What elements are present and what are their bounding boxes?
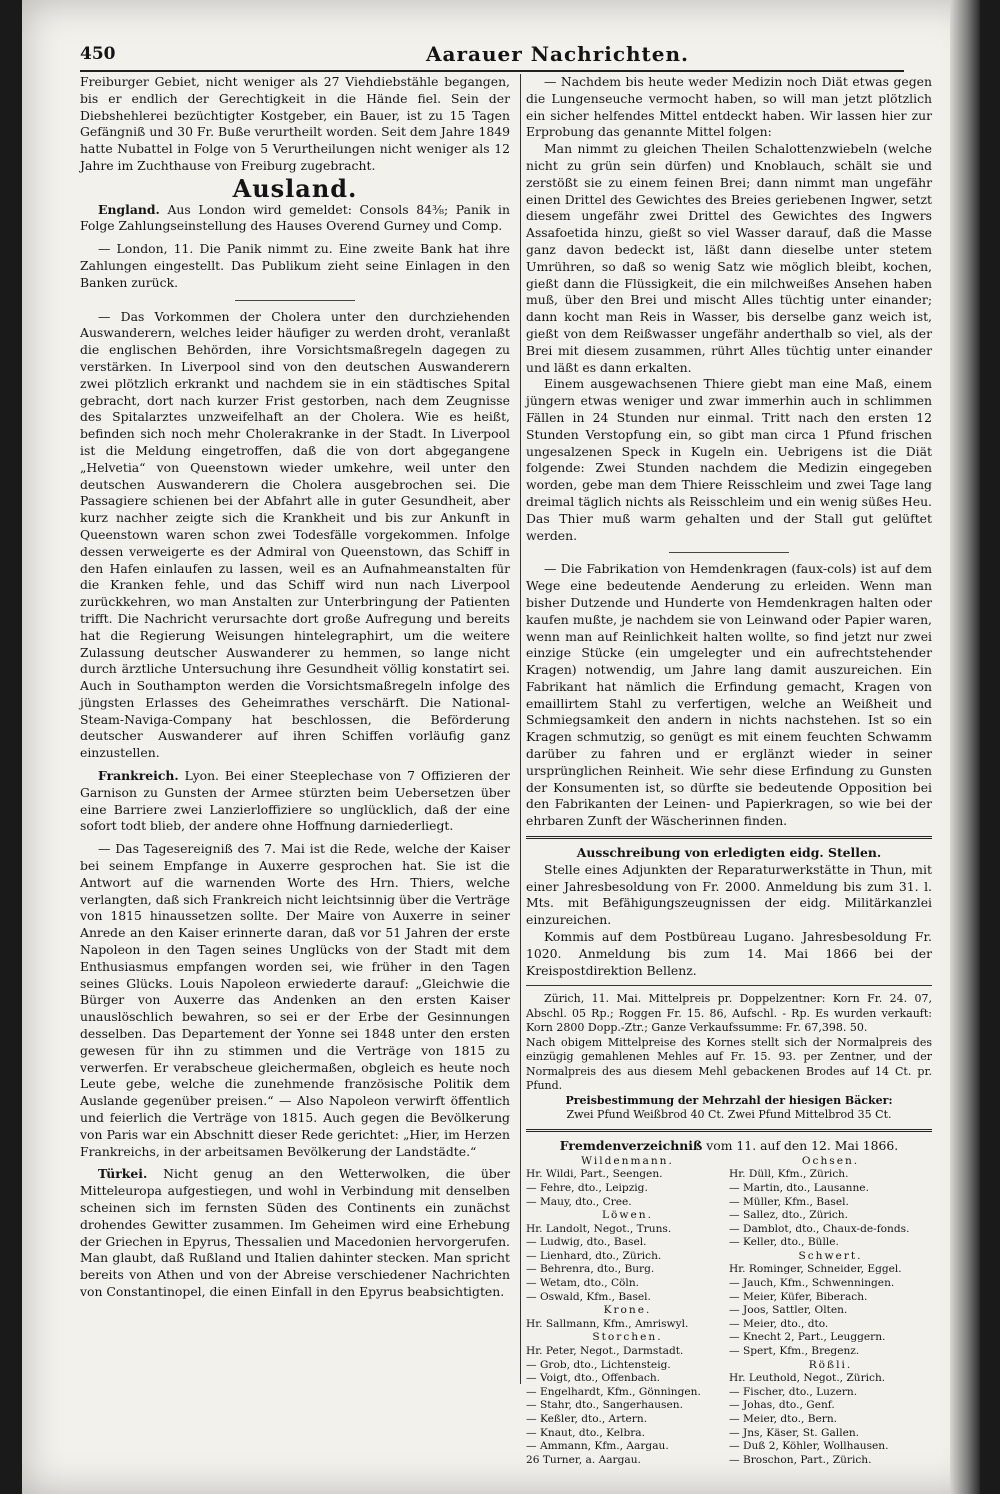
article-cure-dose: Einem ausgewachsenen Thiere giebt man eine Maß, einem jüngern etwas weniger und zwar immerhin auch in schlimmen Fällen in 24 Stunden nur einmal. Tritt nach den ersten 12 Stunden Verstopfung ein, so gibt man circa 1 Pfund frischen ungesalzenen Speck in Kugeln ein. Uebrigens ist die Diät folgende: Zwei Stunden nachdem die Medizin eingegeben worden, gebe man dem Thiere Reisschleim und zwei Tage lang dreimal täglich nichts als Reisschleim und ein wenig süßes Heu. Das Thier muß warm gehalten und der Stall gut gelüftet werden. (526, 376, 932, 543)
page-number: 450 (80, 44, 116, 64)
page-binding (950, 0, 980, 1494)
header-rule (80, 70, 904, 72)
section-rule (526, 1129, 932, 1132)
guest-entry: Hr. Leuthold, Negot., Zürich. (729, 1372, 886, 1385)
guest-entry: — Voigt, dto., Offenbach. (526, 1372, 661, 1385)
guest-entry: — Jns, Käser, St. Gallen. (729, 1426, 860, 1439)
guest-entry: — Behrenra, dto., Burg. (526, 1263, 655, 1276)
inn-name: Rößli. (808, 1358, 853, 1371)
country-label-england: England. (98, 201, 160, 217)
article-collars: — Die Fabrikation von Hemdenkragen (faux-cols) ist auf dem Wege eine bedeutende Aenderung zu erleiden. Wenn man bisher Dutzende und Hunderte von Hemdenkragen halten oder kaufen mußte, je nachdem sie von Leinwand oder Papier waren, wenn man auf Reinlichkeit halten wollte, so find jetzt nur zwei einzige Stücke (ein umgelegter und ein aufrechtstehender Kragen) notwendig, um Jahre lang damit auszureichen. Ein Fabrikant hat nämlich die Erfindung gemacht, Kragen von emaillirtem Stahl zu verfertigen, welche an Weißheit und Schmiegsamkeit den andern in nichts nachstehen. Ist so ein Kragen schmutzig, so genügt es mit einem feuchten Schwamm darüber zu fahren und er erglänzt wieder in seiner ursprünglichen Reinheit. Wie sehr diese Erfindung zu Gunsten der Konsumenten ist, so dürfte sie bedeutende Opposition bei den Fabrikanten der Leinen- und Papierkragen, so wie bei der ehrbaren Zunft der Wäscherinnen finden. (526, 561, 932, 829)
inn-name: Löwen. (602, 1209, 653, 1222)
newspaper-page (22, 0, 980, 1494)
inn-name: Krone. (603, 1304, 652, 1317)
guest-entry: — Fischer, dto., Luzern. (729, 1385, 858, 1398)
guest-entry: — Joos, Sattler, Olten. (729, 1304, 848, 1317)
guest-entry: 26 Turner, a. Aargau. (526, 1453, 641, 1466)
guest-entry: — Engelhardt, Kfm., Gönningen. (526, 1385, 701, 1398)
article-france-text: Lyon. Bei einer Steeplechase von 7 Offizieren der Garnison zu Gunsten der Armee stürzten beim Uebersetzen über eine Barriere zwei Lanzierloffiziere so unglücklich, daß der eine sofort todt blieb, der andere ohne Hoffnung darniederliegt. (80, 768, 510, 834)
article-turkey-text: Nicht genug an den Wetterwolken, die über Mitteleuropa aufgestiegen, und wohl in Verbindung mit denselben scheinen sich im fernsten Süden des Continents ein zunächst drohendes Gewitter zusammen. Im Geheimen wird eine Erhebung der Griechen in Epyrus, Thessalien und Macedonien hervorgerufen. Man glaubt, daß Rußland und Italien dahinter stecken. Man spricht bereits von Athen und von der Abreise verschiedener Nachrichten von Constantinopel, die einen Einfall in den Epyrus beabsichtigten. (80, 1166, 510, 1299)
inn-name: Ochsen. (801, 1154, 860, 1167)
jobs-title: Ausschreibung von erledigten eidg. Stellen. (576, 845, 882, 861)
guest-entry: — Grob, dto., Lichtensteig. (526, 1358, 671, 1371)
guest-entry: — Mauy, dto., Cree. (526, 1195, 632, 1208)
inn-name: Wildenmann. (581, 1154, 674, 1167)
job-lugano: Kommis auf dem Postbüreau Lugano. Jahresbesoldung Fr. 1020. Anmeldung bis zum 14. Mai 1866 bei der Kreispostdirektion Bellenz. (526, 929, 932, 978)
article-england-text: Aus London wird gemeldet: Consols 84⅜; Panik in Folge Zahlungseinstellung des Hauses Overend Gurney und Comp. (80, 201, 510, 234)
article-separator (235, 300, 355, 301)
guest-entry: Hr. Landolt, Negot., Truns. (526, 1222, 672, 1235)
guest-entry: — Johas, dto., Genf. (729, 1399, 835, 1412)
column-rule (520, 74, 521, 1384)
article-separator (669, 552, 789, 553)
guest-list-dates: vom 11. auf den 12. Mai 1866. (706, 1137, 899, 1153)
guest-entry: Hr. Sallmann, Kfm., Amriswyl. (526, 1317, 689, 1330)
guest-list-right (729, 1155, 932, 1468)
guest-entry: — Duß 2, Köhler, Wollhausen. (729, 1440, 889, 1453)
section-rule (526, 836, 932, 839)
guest-entry: — Knaut, dto., Kelbra. (526, 1426, 645, 1439)
inn-name: Storchen. (592, 1331, 663, 1344)
article-cure-intro: — Nachdem bis heute weder Medizin noch Diät etwas gegen die Lungenseuche vermocht haben, so will man jetzt plötzlich ein sicher helfendes Mittel entdeckt haben. Wir lassen hier zur Erprobung das genannte Mittel folgen: (526, 74, 932, 140)
guest-entry: — Broschon, Part., Zürich. (729, 1453, 872, 1466)
guest-entry: — Oswald, Kfm., Basel. (526, 1290, 651, 1303)
guest-entry: — Fehre, dto., Leipzig. (526, 1181, 648, 1194)
guest-entry: — Knecht 2, Part., Leuggern. (729, 1331, 886, 1344)
guest-entry: Hr. Rominger, Schneider, Eggel. (729, 1263, 902, 1276)
section-rule (526, 985, 932, 986)
guest-entry: — Damblot, dto., Chaux-de-fonds. (729, 1222, 910, 1235)
guest-entry: — Martin, dto., Lausanne. (729, 1181, 869, 1194)
guest-entry: — Keller, dto., Bülle. (729, 1236, 839, 1249)
inn-name: Schwert. (798, 1249, 863, 1262)
guest-entry: — Meier, dto., Bern. (729, 1413, 838, 1426)
bread-price-title: Preisbestimmung der Mehrzahl der hiesigen Bäcker: (565, 1093, 893, 1107)
guest-entry: Hr. Wildi, Part., Seengen. (526, 1168, 663, 1181)
article-freiburg: Freiburger Gebiet, nicht weniger als 27 Viehdiebstähle begangen, bis er endlich der Gerechtigkeit in die Hände fiel. Sein der Diebshehlerei bezüchtigter Kostgeber, ein Bauer, ist zu 15 Tagen Gefängniß und 30 Fr. Buße verurtheilt worden. Seit dem Jahre 1849 hatte Nubattel in Folge von 5 Verurtheilungen nicht weniger als 12 Jahre im Zuchthause von Freiburg zugebracht. (80, 74, 510, 173)
guest-list (526, 1155, 932, 1468)
norm-price: Nach obigem Mittelpreise des Kornes stellt sich der Normalpreis des einzügig gemahlenen Mehles auf Fr. 15. 93. per Zentner, und der Normalpreis des aus diesem Mehl gebackenen Brodes auf 14 Ct. pr. Pfund. (526, 1035, 932, 1093)
guest-entry: — Meier, dto., dto. (729, 1317, 829, 1330)
job-thun: Stelle eines Adjunkten der Reparaturwerkstätte in Thun, mit einer Jahresbesoldung von Fr. 2000. Anmeldung bis zum 31. l. Mts. mit Befähigungszeugnissen der eidg. Militärkanzlei einzureichen. (526, 861, 932, 928)
article-turkey (80, 1166, 510, 1300)
article-kaiser-speech: — Das Tagesereigniß des 7. Mai ist die Rede, welche der Kaiser bei seinem Empfange in Auxerre gesprochen hat. Sie ist die Antwort auf die warnenden Worte des Hrn. Thiers, welche verlangten, daß sich Frankreich nicht leichtsinnig über die Verträge von 1815 hinaussetzen sollte. Der Maire von Auxerre in seiner Anrede an den Kaiser erinnerte daran, daß vor 51 Jahren der erste Napoleon in den Tagen seines Unglücks von der Stadt mit dem Enthusiasmus empfangen worden sei, wie früher in den Tagen seines Glücks. Louis Napoleon erwiederte darauf: „Gleichwie die Bürger von Auxerre das Andenken an den ersten Kaiser unauslöschlich bewahren, so sei er der Erbe der Gesinnungen desselben. Das Departement der Yonne sei 1848 unter den ersten gewesen für ihn zu stimmen und die Verträge von 1815 zu verwerfen. Er verabscheue gleichermaßen, obgleich es heute noch Leute gebe, welche die zunehmende französische Politik dem Auslande gegenüber preisen.“ — Also Napoleon verwirft öffentlich und feierlich die Verträge von 1815. Auch gegen die Bevölkerung von Paris war ein Abschnitt dieser Rede gerichtet: „Hier, im Herzen Frankreichs, in der arbeitsamen Bevölkerung der Landstädte.“ (80, 841, 510, 1159)
guest-entry: — Ammann, Kfm., Aargau. (526, 1440, 669, 1453)
country-label-france: Frankreich. (98, 768, 179, 784)
guest-list-title: Fremdenverzeichniß (559, 1137, 703, 1153)
guest-entry: — Keßler, dto., Artern. (526, 1413, 648, 1426)
guest-entry: Hr. Düll, Kfm., Zürich. (729, 1168, 849, 1181)
guest-entry: — Jauch, Kfm., Schwenningen. (729, 1277, 895, 1290)
guest-entry: — Stahr, dto., Sangerhausen. (526, 1399, 683, 1412)
article-france (80, 768, 510, 835)
guest-entry: — Müller, Kfm., Basel. (729, 1195, 849, 1208)
guest-entry: — Wetam, dto., Cöln. (526, 1277, 640, 1290)
guest-entry: — Meier, Küfer, Biberach. (729, 1290, 868, 1303)
bread-prices: Zwei Pfund Weißbrod 40 Ct. Zwei Pfund Mittelbrod 35 Ct. (566, 1108, 892, 1122)
guest-list-header (526, 1138, 932, 1155)
section-heading-ausland: Ausland. (232, 173, 358, 203)
right-column (526, 74, 932, 1467)
guest-list-left (526, 1155, 729, 1468)
market-report: Zürich, 11. Mai. Mittelpreis pr. Doppelzentner: Korn Fr. 24. 07, Abschl. 05 Rp.; Roggen Fr. 15. 86, Aufschl. - Rp. Es wurden verkauft: Korn 2800 Dopp.-Ztr.; Ganze Verkaufssumme: Fr. 67,398. 50. (526, 992, 932, 1035)
guest-entry: — Sallez, dto., Zürich. (729, 1209, 848, 1222)
newspaper-title: Aarauer Nachrichten. (426, 42, 690, 66)
guest-entry: — Lienhard, dto., Zürich. (526, 1249, 662, 1262)
guest-entry: — Ludwig, dto., Basel. (526, 1236, 647, 1249)
guest-entry: — Spert, Kfm., Bregenz. (729, 1345, 860, 1358)
guest-entry: Hr. Peter, Negot., Darmstadt. (526, 1345, 684, 1358)
article-england (80, 202, 510, 236)
article-cure-recipe: Man nimmt zu gleichen Theilen Schalottenzwiebeln (welche nicht zu grün sein dürfen) und Knoblauch, schält sie und zerstößt sie zu einem feinen Brei; dann nimmt man ungefähr einen Drittel des Gewichtes des Breies geriebenen Ingwer, setzt diesem ungefähr zwei Drittel des Gewichtes des Ingwers Assafoetida hinzu, gießt so viel Wasser darauf, daß die Masse ganz davon bedeckt ist, läßt dann dieselbe unter stetem Umrühren, so daß so wenig Satz wie möglich bleibt, kochen, gießt dann die Flüssigkeit, die ein milchweißes Ansehen haben muß, über den Brei und mischt Alles tüchtig unter einander; dann kocht man Reis in Wasser, bis derselbe ganz weich ist, gießt von dem Reißwasser ungefähr anderthalb so viel, als der Brei mit diesem zusammen, rührt Alles tüchtig unter einander und läßt es dann erkalten. (526, 141, 932, 375)
left-column (80, 74, 510, 1301)
country-label-turkey: Türkei. (98, 1166, 148, 1182)
article-cholera: — Das Vorkommen der Cholera unter den durchziehenden Auswanderern, welches leider häufiger zu werden droht, veranlaßt die englischen Behörden, ihre Vorsichtsmaßregeln dagegen zu verstärken. In Liverpool sind von den deutschen Auswanderern zwei plötzlich erkrankt und nachdem sie in ein städtisches Spital gebracht, dort nach kurzer Frist gestorben, nach dem Zeugnisse des Spitalarztes unzweifelhaft an der Cholera. Wie es heißt, befinden sich noch mehr Cholerakranke in der Stadt. In Liverpool ist die Meldung eingetroffen, daß die von dort abgegangene „Helvetia“ von Queenstown wieder umkehre, weil unter den deutschen Auswanderern die Cholera ausgebrochen sei. Die Passagiere schienen bei der Abfahrt alle in guter Gesundheit, aber kurz nachher zeigte sich die Krankheit und bis zur Ankunft in Queenstown waren schon zwei Todesfälle vorgekommen. Infolge dessen verweigerte es der Admiral von Queenstown, das Schiff in den Hafen einlaufen zu lassen, weil es an Aufnahmeanstalten für die Kranken fehle, und das Schiff wird nun nach Liverpool zurückkehren, wo man Anstalten zur Unterbringung der Patienten trifft. Die Nachricht verursachte dort große Aufregung und bereits hat die Regierung Weisungen hintelegraphirt, um die weitere Zulassung deutscher Auswanderer zu hemmen, so lange nicht durch ärztliche Untersuchung ihre Gesundheit völlig konstatirt sei. Auch in Southampton werden die Vorsichtsmaßregeln infolge des jüngsten Erlasses des Geheimrathes verschärft. Die National-Steam-Naviga-Company hat beschlossen, die Beförderung deutscher Auswanderer auf ihren Schiffen vorläufig ganz einzustellen. (80, 308, 510, 761)
article-london: — London, 11. Die Panik nimmt zu. Eine zweite Bank hat ihre Zahlungen eingestellt. Das Publikum zieht seine Einlagen in den Banken zurück. (80, 241, 510, 290)
